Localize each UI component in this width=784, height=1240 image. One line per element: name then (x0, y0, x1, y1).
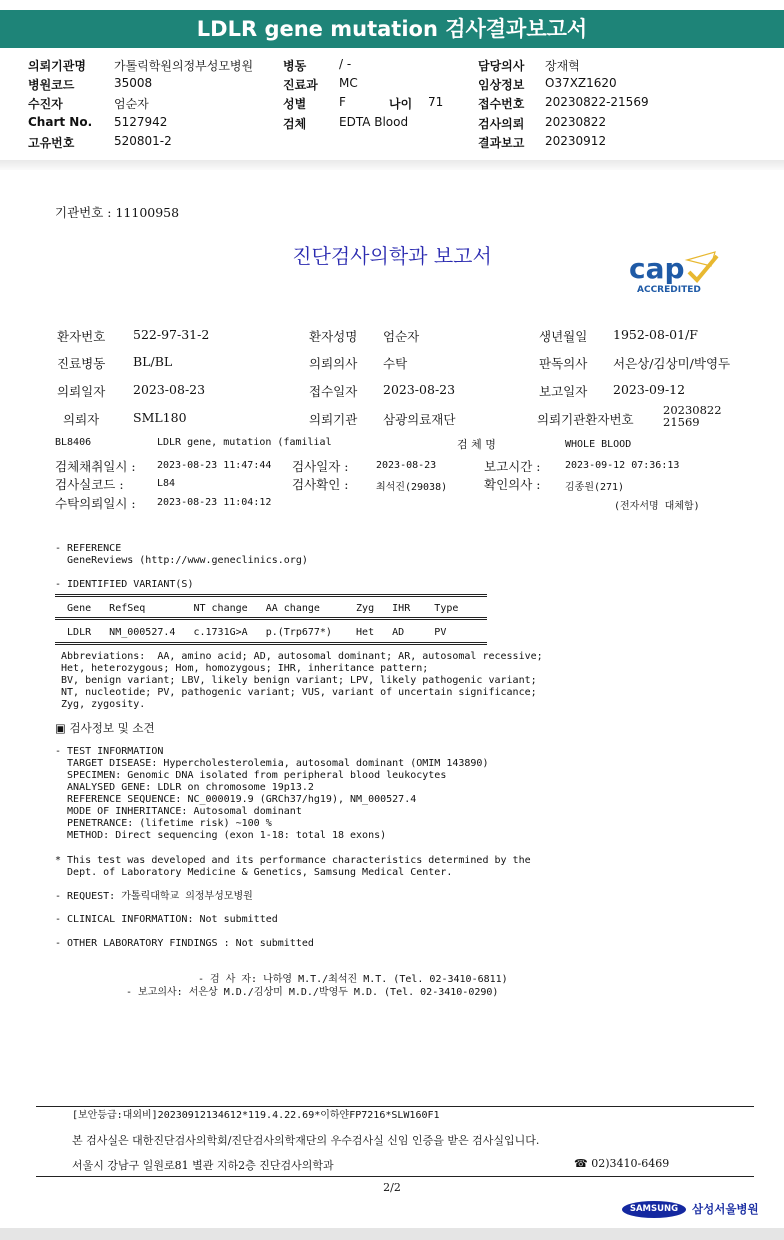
contract-date-value: 2023-08-23 11:04:12 (157, 497, 272, 508)
abbreviations: Abbreviations: AA, amino acid; AD, autosomal dominant; AR, autosomal recessive; Het, heterozygous; Hom, homozygous; IHR, inheritance pattern; BV, benign variant; LBV, likely benign variant; LPV, likely pathogenic variant; NT, nucleotide; PV, pathogenic variant; VUS, variant of uncertain significance; Zyg, zygosity. (61, 651, 543, 710)
variant-bottom-rule-2 (55, 644, 487, 645)
footer-rule-top (36, 1106, 754, 1107)
header-label: 진료과 (283, 78, 318, 92)
header-label: 병원코드 (28, 78, 75, 92)
clinical-info: - CLINICAL INFORMATION: Not submitted (55, 914, 278, 925)
header-label: 의뢰기관명 (28, 59, 86, 73)
header-value: 20230822-21569 (545, 95, 649, 109)
security-line: [보안등급:대외비]20230912134612*119.4.22.69*이하얀FP7216*SLW160F1 (72, 1110, 440, 1121)
test-confirm-value: 최석진(29038) (376, 482, 448, 493)
specimen-label: 검 체 명 (457, 438, 496, 451)
header-value: 20230912 (545, 134, 607, 148)
variant-title: - IDENTIFIED VARIANT(S) (55, 579, 194, 590)
header-value: 가톨릭학원의정부성모병원 (114, 59, 254, 73)
collect-label: 검체채취일시 : (55, 459, 136, 474)
section-title: ▣ 검사정보 및 소견 (55, 721, 155, 735)
age-label: 나이 (389, 97, 413, 111)
phone-number: ☎ 02)3410-6469 (574, 1157, 670, 1170)
collect-value: 2023-08-23 11:47:44 (157, 460, 272, 471)
header-value: / - (339, 57, 352, 71)
patient-field-label: 의뢰기관 (309, 412, 358, 427)
specimen-value: WHOLE BLOOD (565, 439, 632, 450)
patient-field-value: 522-97-31-2 (133, 327, 210, 342)
report-title-bar: LDLR gene mutation 검사결과보고서 (0, 10, 784, 48)
patient-field-value: SML180 (133, 410, 187, 425)
header-label: 수진자 (28, 97, 63, 111)
bottom-margin (0, 1228, 784, 1240)
patient-field-value: 2023-08-23 (133, 382, 206, 397)
reporter-signature: - 보고의사: 서은상 M.D./김상미 M.D./박영두 M.D. (Tel. 02-3410-0290) (126, 987, 499, 998)
cap-logo-sub: ACCREDITED (637, 285, 701, 295)
request: - REQUEST: 가톨릭대학교 의정부성모병원 (55, 891, 253, 902)
patient-field-value: 2023-08-23 (383, 382, 456, 397)
patient-field-label: 환자번호 (57, 329, 106, 344)
test-confirm-label: 검사확인 : (292, 477, 349, 492)
page-number: 2/2 (383, 1181, 401, 1194)
patient-field-label: 보고일자 (539, 384, 588, 399)
patient-field-label: 의뢰일자 (57, 384, 106, 399)
patient-field-value: 엄순자 (383, 329, 420, 344)
patient-field-value: BL/BL (133, 354, 173, 369)
samsung-hospital-logo (622, 1198, 757, 1222)
contract-date-label: 수탁의뢰일시 : (55, 496, 136, 511)
header-value: O37XZ1620 (545, 76, 617, 90)
confirm-doctor-value: 김종원(271) (565, 482, 625, 493)
test-code: BL8406 (55, 437, 92, 448)
certification-line: 본 검사실은 대한진단검사의학회/진단검사의학재단의 우수검사실 신임 인증을 받은 검사실입니다. (72, 1134, 540, 1147)
test-information: - TEST INFORMATION TARGET DISEASE: Hypercholesterolemia, autosomal dominant (OMIM 143890) SPECIMEN: Genomic DNA isolated from peripheral blood leukocytes ANALYSED GENE: LDLR on chromosome 19p13.2 REFERENCE SEQUENCE: NC_000019.9 (GRCh37/hg19), NM_000527.4 MODE OF INHERITANCE: Autosomal dominant PENETRANCE: (lifetime risk) ~100 % METHOD: Direct sequencing (exon 1-18: total 18 exons) (55, 746, 489, 841)
hospital-name: 삼성서울병원 (692, 1202, 759, 1216)
test-name: LDLR gene, mutation (familial (157, 437, 332, 448)
header-value: 520801-2 (114, 134, 172, 148)
test-date-label: 검사일자 : (292, 459, 349, 474)
report-time-value: 2023-09-12 07:36:13 (565, 460, 680, 471)
header-value: 20230822 (545, 115, 607, 129)
variant-top-rule-2 (55, 596, 487, 597)
header-label: 검체 (283, 117, 307, 131)
patient-field-label: 생년월일 (539, 329, 588, 344)
footer-rule-bottom (36, 1176, 754, 1177)
test-date-value: 2023-08-23 (376, 460, 437, 471)
header-label: 결과보고 (478, 136, 525, 150)
header-value: EDTA Blood (339, 115, 409, 129)
patient-field-label: 환자성명 (309, 329, 358, 344)
institution-number: 기관번호 : 11100958 (55, 205, 180, 220)
esign-note: (전자서명 대체함) (614, 501, 700, 512)
patient-field-value: 2023-09-12 (613, 382, 686, 397)
header-label: Chart No. (28, 115, 93, 129)
report-time-label: 보고시간 : (484, 459, 541, 474)
confirm-doctor-label: 확인의사 : (484, 477, 541, 492)
variant-bottom-rule (55, 642, 487, 643)
variant-row: LDLR NM_000527.4 c.1731G>A p.(Trp677*) Het AD PV (55, 627, 447, 638)
header-value: MC (339, 76, 358, 90)
header-value: 엄순자 (114, 97, 149, 111)
header-label: 검사의뢰 (478, 117, 525, 131)
examiner-signature: - 검 사 자: 나하영 M.T./최석진 M.T. (Tel. 02-3410-6811) (198, 974, 508, 985)
samsung-logo: SAMSUNG (622, 1201, 686, 1218)
variant-top-rule (55, 594, 487, 595)
header-label: 접수번호 (478, 97, 525, 111)
patient-field-value: 서은상/김상미/박영두 (613, 356, 731, 371)
patient-field-label: 의뢰의사 (309, 356, 358, 371)
lab-code-value: L84 (157, 478, 176, 489)
header-value: 5127942 (114, 115, 168, 129)
cap-logo-word: cap (629, 252, 685, 285)
header-value: 35008 (114, 76, 153, 90)
patient-field-value: 수탁 (383, 356, 408, 371)
patient-field-value: 2023082221569 (663, 403, 722, 429)
patient-field-label: 판독의사 (539, 356, 588, 371)
header-label: 병동 (283, 59, 307, 73)
other-findings: - OTHER LABORATORY FINDINGS : Not submitted (55, 938, 314, 949)
dev-note: * This test was developed and its performance characteristics determined by the Dept. of Laboratory Medicine & Genetics, Samsung Medical Center. (55, 855, 531, 878)
report-title: 진단검사의학과 보고서 (292, 244, 492, 268)
address-line: 서울시 강남구 일원로81 별관 지하2층 진단검사의학과 (72, 1159, 334, 1172)
reference: - REFERENCE GeneReviews (http://www.geneclinics.org) (55, 543, 308, 566)
header-value: F (339, 95, 346, 109)
patient-field-label: 의뢰기관환자번호 (537, 412, 634, 427)
patient-field-value: 1952-08-01/F (613, 327, 698, 342)
lab-code-label: 검사실코드 : (55, 477, 124, 492)
variant-header: Gene RefSeq NT change AA change Zyg IHR Type (55, 603, 459, 614)
patient-field-label: 진료병동 (57, 356, 106, 371)
header-label: 임상정보 (478, 78, 525, 92)
age-value: 71 (428, 95, 444, 109)
header-value: 장재혁 (545, 59, 580, 73)
patient-field-label: 접수일자 (309, 384, 358, 399)
header-label: 고유번호 (28, 136, 75, 150)
header-label: 성별 (283, 97, 307, 111)
variant-mid-rule-2 (55, 619, 487, 620)
header-separator (0, 160, 784, 170)
patient-field-value: 삼광의료재단 (383, 412, 456, 427)
patient-field-label: 의뢰자 (63, 412, 100, 427)
cap-accredited-logo (627, 248, 727, 296)
header-label: 담당의사 (478, 59, 525, 73)
variant-mid-rule (55, 617, 487, 618)
